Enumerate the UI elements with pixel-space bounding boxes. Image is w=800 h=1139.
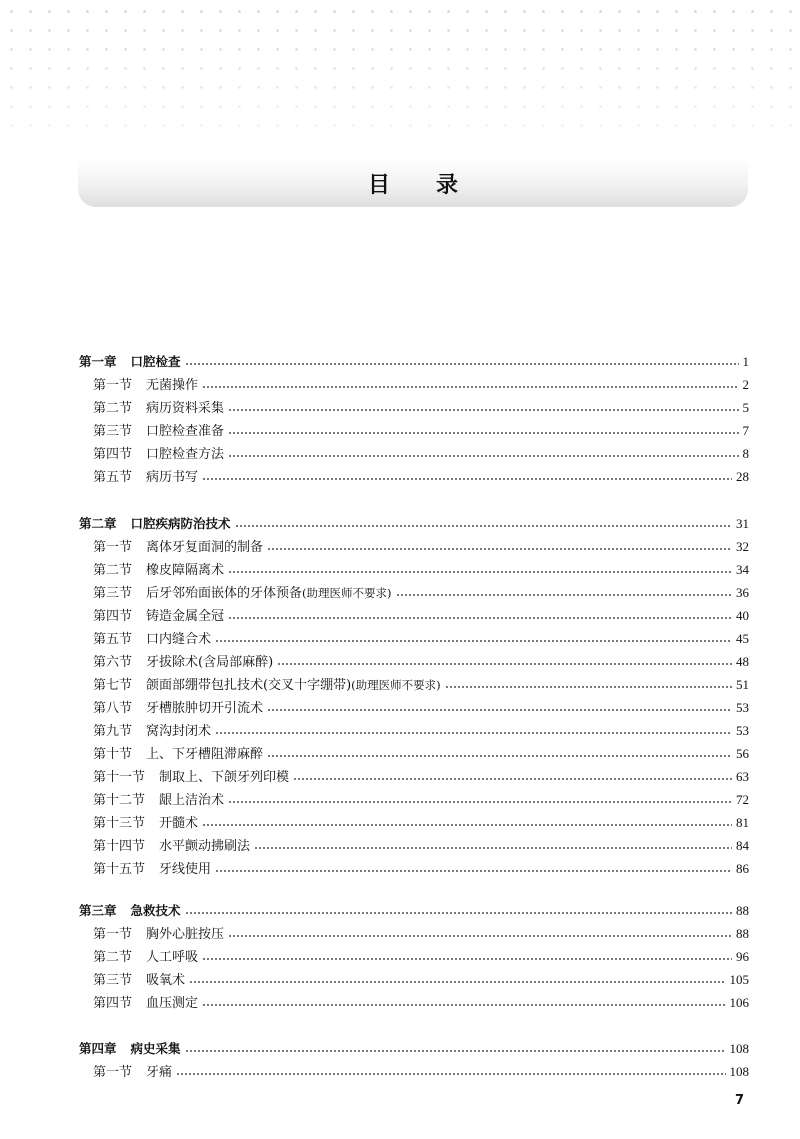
toc-chapter-4[interactable]	[79, 1039, 749, 1059]
toc-section[interactable]	[93, 537, 749, 557]
toc-section[interactable]	[93, 744, 749, 764]
section-title: 病历书写	[146, 470, 199, 485]
toc-section[interactable]	[93, 398, 749, 418]
toc-section[interactable]	[93, 947, 749, 967]
page-number: 51	[736, 677, 749, 692]
toc-title-left: 目	[367, 172, 390, 198]
dot-leader	[228, 454, 738, 458]
section-number: 第十二节	[93, 793, 146, 808]
chapter-title: 急救技术	[130, 903, 181, 918]
dot-leader	[202, 385, 738, 389]
toc-section[interactable]	[93, 375, 749, 395]
section-note: (助理医师不要求)	[351, 678, 441, 692]
toc-section[interactable]	[93, 859, 749, 879]
chapter-title: 口腔疾病防治技术	[130, 516, 231, 531]
section-number: 第十四节	[93, 839, 146, 854]
section-title: 离体牙复面洞的制备	[146, 540, 264, 555]
section-number: 第四节	[93, 447, 133, 462]
section-title: 口腔检查准备	[146, 424, 225, 439]
page-number: 36	[736, 585, 749, 600]
dot-leader	[215, 869, 732, 873]
section-number: 第三节	[93, 424, 133, 439]
toc-chapter-1[interactable]	[79, 352, 749, 372]
dot-leader	[267, 547, 732, 551]
toc-title-bar	[78, 159, 748, 207]
toc-section[interactable]	[93, 629, 749, 649]
section-title: 无菌操作	[146, 378, 199, 393]
section-title: 后牙邻殆面嵌体的牙体预备	[146, 586, 303, 601]
dot-leader	[185, 1049, 726, 1053]
dot-leader	[228, 431, 738, 435]
section-number: 第九节	[93, 724, 133, 739]
dot-leader	[267, 708, 732, 712]
toc-section[interactable]	[93, 606, 749, 626]
page-number: 53	[736, 700, 749, 715]
page-number: 81	[736, 815, 749, 830]
toc-section[interactable]	[93, 675, 749, 695]
page-number: 105	[729, 972, 749, 987]
page-number: 53	[736, 723, 749, 738]
page-number: 96	[736, 949, 749, 964]
section-title: 胸外心脏按压	[146, 927, 225, 942]
dot-leader	[277, 662, 732, 666]
section-number: 第十三节	[93, 816, 146, 831]
toc-section[interactable]	[93, 467, 749, 487]
page-number: 106	[729, 995, 749, 1010]
section-title: 牙痛	[146, 1065, 173, 1080]
chapter-title: 口腔检查	[130, 354, 181, 369]
section-number: 第四节	[93, 609, 133, 624]
toc-section[interactable]	[93, 721, 749, 741]
chapter-number: 第二章	[79, 516, 117, 531]
page-number: 72	[736, 792, 749, 807]
section-number: 第十五节	[93, 862, 146, 877]
page-number: 86	[736, 861, 749, 876]
section-number: 第十节	[93, 747, 133, 762]
dot-leader	[396, 593, 732, 597]
page-number: 84	[736, 838, 749, 853]
page-number: 108	[729, 1041, 749, 1056]
section-title: 牙线使用	[159, 862, 212, 877]
page-number: 8	[742, 446, 749, 461]
dot-leader	[185, 911, 732, 915]
dot-leader	[254, 846, 732, 850]
section-title: 开髓术	[159, 816, 199, 831]
toc-title-right: 录	[436, 172, 459, 198]
section-title: 窝沟封闭术	[146, 724, 212, 739]
page-number: 48	[736, 654, 749, 669]
dot-leader	[228, 616, 732, 620]
section-note: (助理医师不要求)	[302, 586, 392, 600]
toc-chapter-2[interactable]	[79, 514, 749, 534]
chapter-number: 第一章	[79, 354, 117, 369]
page-number: 40	[736, 608, 749, 623]
section-title: 铸造金属全冠	[146, 609, 225, 624]
section-number: 第六节	[93, 655, 133, 670]
section-title: 血压测定	[146, 996, 199, 1011]
toc-section[interactable]	[93, 836, 749, 856]
toc-section[interactable]	[93, 1062, 749, 1082]
chapter-title: 病史采集	[130, 1041, 181, 1056]
section-number: 第一节	[93, 378, 133, 393]
dot-leader	[202, 477, 732, 481]
dot-leader	[267, 754, 732, 758]
toc-section[interactable]	[93, 813, 749, 833]
toc-section[interactable]	[93, 767, 749, 787]
dot-leader	[202, 957, 732, 961]
page-number: 88	[736, 903, 749, 918]
page-number: 2	[742, 377, 749, 392]
toc-section[interactable]	[93, 444, 749, 464]
section-title: 牙槽脓肿切开引流术	[146, 701, 264, 716]
toc-section[interactable]	[93, 421, 749, 441]
toc-section[interactable]	[93, 993, 749, 1013]
section-title: 吸氧术	[146, 973, 186, 988]
dot-leader	[202, 823, 732, 827]
section-number: 第八节	[93, 701, 133, 716]
section-title: 口腔检查方法	[146, 447, 225, 462]
section-title: 上、下牙槽阻滞麻醉	[146, 747, 264, 762]
page-number: 34	[736, 562, 749, 577]
page-number: 31	[736, 516, 749, 531]
page-number: 88	[736, 926, 749, 941]
chapter-number: 第三章	[79, 903, 117, 918]
page-number: 63	[736, 769, 749, 784]
dot-leader	[228, 800, 732, 804]
toc-section[interactable]	[93, 698, 749, 718]
section-number: 第五节	[93, 470, 133, 485]
section-title: 牙拔除术(含局部麻醉)	[146, 655, 274, 670]
dot-leader	[228, 934, 732, 938]
section-number: 第三节	[93, 586, 133, 601]
dot-leader	[202, 1003, 725, 1007]
section-number: 第二节	[93, 950, 133, 965]
toc-section[interactable]	[93, 790, 749, 810]
toc-section[interactable]	[93, 924, 749, 944]
section-number: 第七节	[93, 678, 133, 693]
section-number: 第四节	[93, 996, 133, 1011]
section-number: 第一节	[93, 540, 133, 555]
section-title: 橡皮障隔离术	[146, 563, 225, 578]
section-number: 第一节	[93, 927, 133, 942]
dot-pattern-header	[0, 0, 800, 140]
dot-leader	[235, 524, 732, 528]
page-number: 32	[736, 539, 749, 554]
section-number: 第二节	[93, 401, 133, 416]
toc-section[interactable]	[93, 970, 749, 990]
section-title: 制取上、下颌牙列印模	[159, 770, 290, 785]
dot-leader	[293, 777, 732, 781]
section-number: 第二节	[93, 563, 133, 578]
page-number: 28	[736, 469, 749, 484]
page-number: 108	[729, 1064, 749, 1079]
toc-section[interactable]	[93, 652, 749, 672]
dot-leader	[228, 570, 732, 574]
section-title: 口内缝合术	[146, 632, 212, 647]
section-number: 第十一节	[93, 770, 146, 785]
page-number: 5	[742, 400, 749, 415]
page-folio: 7	[735, 1093, 745, 1108]
page-number: 45	[736, 631, 749, 646]
toc-section[interactable]	[93, 560, 749, 580]
dot-leader	[176, 1072, 725, 1076]
dot-leader	[215, 639, 732, 643]
section-number: 第五节	[93, 632, 133, 647]
dot-leader	[445, 685, 732, 689]
dot-leader	[189, 980, 725, 984]
page-number: 7	[742, 423, 749, 438]
section-number: 第三节	[93, 973, 133, 988]
dot-leader	[215, 731, 732, 735]
section-title: 病历资料采集	[146, 401, 225, 416]
section-title: 人工呼吸	[146, 950, 199, 965]
dot-leader	[228, 408, 738, 412]
toc-chapter-3[interactable]	[79, 901, 749, 921]
dot-leader	[185, 362, 739, 366]
page-number: 56	[736, 746, 749, 761]
section-number: 第一节	[93, 1065, 133, 1080]
page-number: 1	[742, 354, 749, 369]
toc-section[interactable]	[93, 583, 749, 603]
section-title: 颌面部绷带包扎技术(交叉十字绷带)	[146, 678, 352, 693]
section-title: 水平颤动拂刷法	[159, 839, 251, 854]
chapter-number: 第四章	[79, 1041, 117, 1056]
section-title: 龈上洁治术	[159, 793, 225, 808]
